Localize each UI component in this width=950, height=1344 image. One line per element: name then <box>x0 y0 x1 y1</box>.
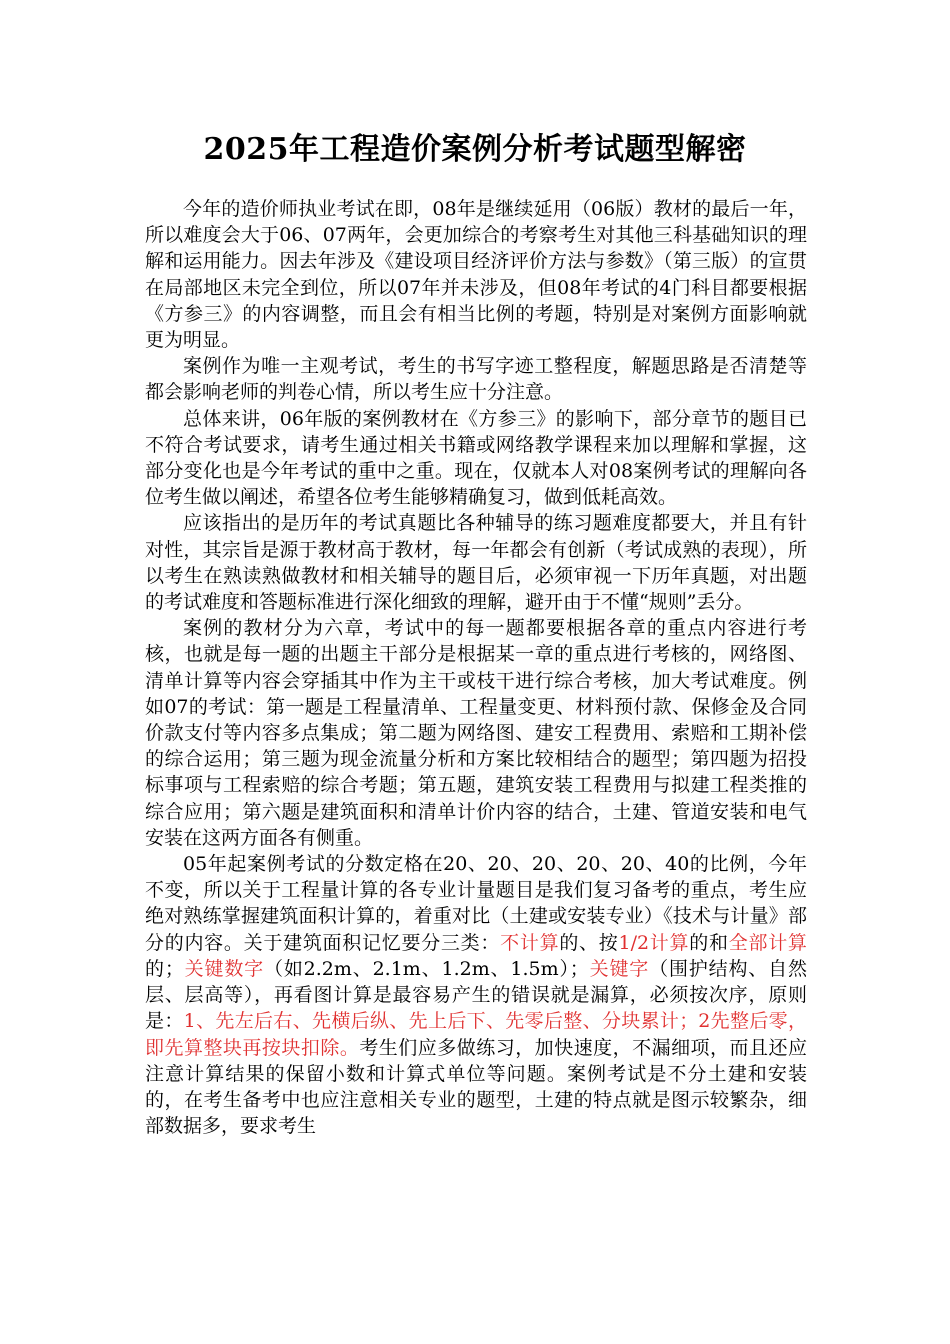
highlight-half-counted: 1/2计算 <box>618 931 690 954</box>
text-segment: （围护结构、自然层、层高等），再看图计算是最容易产生的错误就是漏算，必须按次序，原则是： <box>145 957 807 1033</box>
text-segment: 05年起案例考试的分数定格在20、20、20、20、20、40的比例，今年不变，所以关于工程量计算的各专业计量题目是我们复习备考的重点，考生应绝对熟练掌握建筑面积计算的，着重对比（土建或安装专业）《技术与计量》部分的内容。关于建筑面积记忆要分三类： <box>145 853 807 954</box>
text-segment: 考生们应多做练习，加快速度，不漏细项，而且还应注意计算结果的保留小数和计算式单位等问题。案例考试是不分土建和安装的，在考生备考中也应注意相关专业的题型，土建的特点就是图示较繁杂，细部数据多，要求考生 <box>145 1036 807 1138</box>
document-body <box>145 196 807 1139</box>
highlight-key-numbers: 关键数字 <box>183 957 265 980</box>
highlight-fully-counted: 全部计算 <box>728 931 807 954</box>
highlight-not-counted: 不计算 <box>500 931 560 954</box>
text-segment: 的和 <box>689 931 729 954</box>
page-title: 2025年工程造价案例分析考试题型解密 <box>203 132 747 167</box>
paragraph-2: 案例作为唯一主观考试，考生的书写字迹工整程度，解题思路是否清楚等都会影响老师的判卷心情，所以考生应十分注意。 <box>145 355 807 404</box>
text-segment: （如2.2m、2.1m、1.2m、1.5m）； <box>264 957 589 980</box>
paragraph-4: 应该指出的是历年的考试真题比各种辅导的练习题难度都要大，并且有针对性，其宗旨是源于教材高于教材，每一年都会有创新（考试成熟的表现），所以考生在熟读熟做教材和相关辅导的题目后，必须审视一下历年真题，对出题的考试难度和答题标准进行深化细致的理解，避开由于不懂“规则”丢分。 <box>145 512 807 614</box>
highlight-key-words: 关键字 <box>588 957 650 980</box>
paragraph-1: 今年的造价师执业考试在即，08年是继续延用（06版）教材的最后一年，所以难度会大于06、07两年，会更加综合的考察考生对其他三科基础知识的理解和运用能力。因去年涉及《建设项目经济评价方法与参数》（第三版）的宣贯在局部地区未完全到位，所以07年并未涉及，但08年考试的4门科目都要根据《方参三》的内容调整，而且会有相当比例的考题，特别是对案例方面影响就更为明显。 <box>145 198 807 352</box>
paragraph-3: 总体来讲，06年版的案例教材在《方参三》的影响下，部分章节的题目已不符合考试要求，请考生通过相关书籍或网络教学课程来加以理解和掌握，这部分变化也是今年考试的重中之重。现在，仅就本人对08案例考试的理解向各位考生做以阐述，希望各位考生能够精确复习，做到低耗高效。 <box>145 407 807 509</box>
paragraph-6 <box>145 851 807 1139</box>
text-segment: 的、按 <box>559 931 619 954</box>
paragraph-5: 案例的教材分为六章，考试中的每一题都要根据各章的重点内容进行考核，也就是每一题的出题主干部分是根据某一章的重点进行考核的，网络图、清单计算等内容会穿插其中作为主干或枝干进行综合考核，加大考试难度。例如07的考试：第一题是工程量清单、工程量变更、材料预付款、保修金及合同价款支付等内容多点集成；第二题为网络图、建安工程费用、索赔和工期补偿的综合运用；第三题为现金流量分析和方案比较相结合的题型；第四题为招投标事项与工程索赔的综合考题；第五题，建筑安装工程费用与拟建工程类推的综合应用；第六题是建筑面积和清单计价内容的结合，土建、管道安装和电气安装在这两方面各有侧重。 <box>145 617 807 849</box>
text-segment: 的； <box>145 957 184 980</box>
highlight-calculation-principles: 1、先左后右、先横后纵、先上后下、先零后整、分块累计；2先整后零，即先算整块再按块扣除。 <box>145 1010 807 1059</box>
